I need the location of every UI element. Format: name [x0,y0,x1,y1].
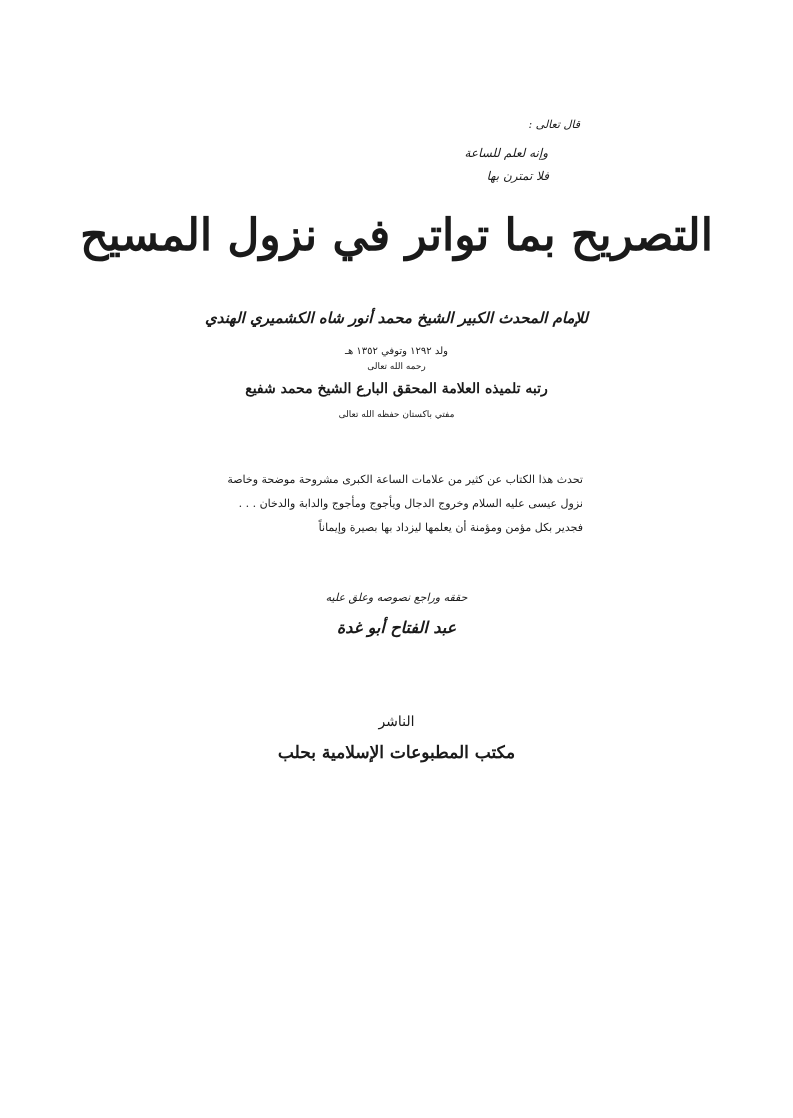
author-line: للإمام المحدث الكبير الشيخ محمد أنور شاه الكشميري الهندي [205,309,588,327]
verse-line-1: وإنه لعلم للساعة [464,146,548,160]
arranger-title: مفتي باكستان حفظه الله تعالى [338,410,455,420]
book-description [203,468,583,540]
author-dates: ولد ١٢٩٢ وتوفي ١٣٥٢ هـ [345,346,448,357]
description-line-2: نزول عيسى عليه السلام وخروج الدجال ويأجوج ومأجوج والدابة والدخان . . . [238,497,583,510]
editor-caption: حققه وراجع نصوصه وعلق عليه [325,591,468,604]
book-title: التصريح بما تواتر في نزول المسيح [80,210,713,261]
epigraph-intro: قال تعالى : [528,118,580,131]
publisher-name: مكتب المطبوعات الإسلامية بحلب [277,743,516,763]
editor-name: عبد الفتاح أبو غدة [336,618,457,637]
description-line-3: فجدير بكل مؤمن ومؤمنة أن يعلمها ليزداد بها بصيرة وإيماناً [318,521,583,534]
verse-line-2: فلا تمترن بها [486,169,549,183]
publisher-label: الناشر [378,714,415,730]
arranger-line: رتبه تلميذه العلامة المحقق البارع الشيخ محمد شفيع [245,381,548,397]
author-mercy: رحمه الله تعالى [367,362,426,372]
description-line-1: تحدث هذا الكتاب عن كثير من علامات الساعة الكبرى مشروحة موضحة وخاصة [227,473,583,486]
